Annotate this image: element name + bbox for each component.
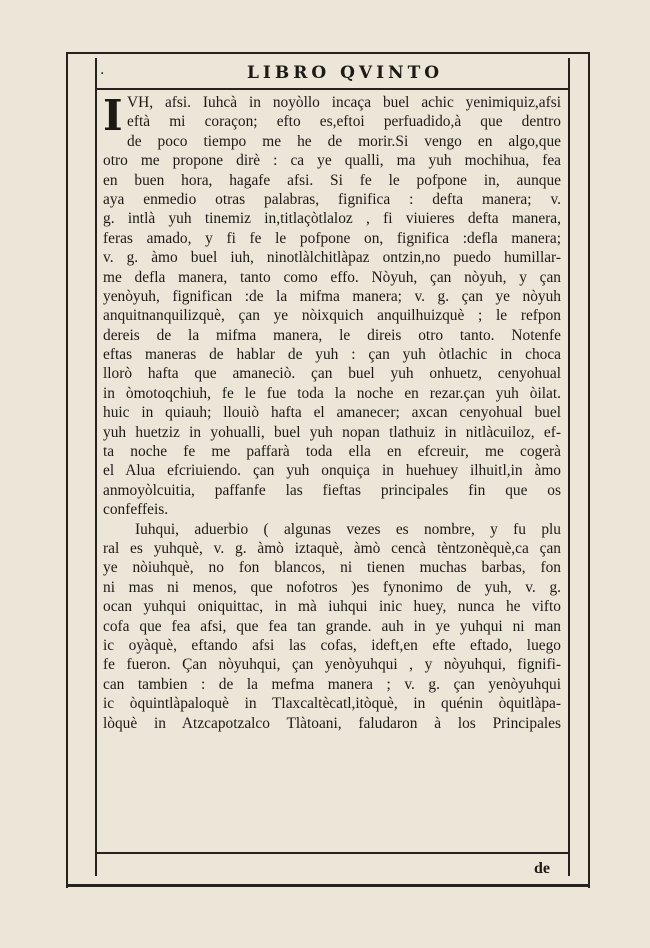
text-line: anquitnanquilizquè, çan ye nòixquich anquilhuizquè ; le refpon <box>103 307 561 325</box>
text-line: me defla manera, tanto como effo. Nòyuh, çan nòyuh, y çan <box>103 268 561 286</box>
text-line: ye nòiuhquè, no fon blancos, ni tienen muchas barbas, fon <box>103 559 561 577</box>
header-mark: · <box>100 66 105 82</box>
text-line: cofa que fea afsi, que fea tan grande. auh in ye yuhqui ni man <box>103 617 561 635</box>
text-line: g. intlà yuh tinemiz in,titlaçòtlaloz , fi viuieres defta manera, <box>103 210 561 228</box>
running-header: LIBRO QVINTO <box>246 63 444 83</box>
text-line: can tambien : de la mefma manera ; v. g. çan yenòyuhqui <box>103 675 561 693</box>
text-line: en buen hora, hagafe afsi. Si fe le pofpone in, aunque <box>103 171 561 189</box>
text-line: in òmotoqchiuh, fe le fue toda la noche en rezar.çan yuh òilat. <box>103 384 561 402</box>
text-line: yenòyuh, fignifican :de la mifma manera; v. g. çan ye nòyuh <box>103 287 561 305</box>
frame-right-inner <box>568 58 570 876</box>
text-line: eftas maneras de hablar de yuh : çan yuh òtlachic in choca <box>103 346 561 364</box>
body-text <box>103 93 561 733</box>
text-line: otro me propone dirè : ca ye qualli, ma yuh mochihua, fea <box>103 152 561 170</box>
text-line: ic oyàquè, eftando afsi las cofas, ideft,en efte eftado, luego <box>103 636 561 654</box>
text-line: confeffeis. <box>103 501 169 519</box>
text-line: huic in quiauh; llouiò hafta el amanecer; axcan cenyohual buel <box>103 404 561 422</box>
frame-left-outer <box>66 52 68 888</box>
frame-right-outer <box>588 52 590 888</box>
text-line: ni mas ni menos, que nofotros )es fynonimo de yuh, v. g. <box>103 578 561 596</box>
text-line: Iuhqui, aduerbio ( algunas vezes es nombre, y fu plu <box>135 520 561 538</box>
text-line: el Alua efcriuiendo. çan yuh onquiça in huehuey ilhuitl,in àmo <box>103 462 561 480</box>
frame-left-inner <box>95 58 97 876</box>
text-line: dereis de la mifma manera, le direis otro tanto. Notenfe <box>103 326 561 344</box>
text-line: ocan yuhqui oniquittac, in mà iuhqui inic huey, nunca he vifto <box>103 598 561 616</box>
text-line: eftà mi coraçon; efto es,eftoi perfuadido,à que dentro <box>127 113 561 131</box>
drop-capital: I <box>103 91 123 140</box>
text-line: VH, afsi. Iuhcà in noyòllo incaça buel achic yenimiquiz,afsi <box>127 94 561 111</box>
header-rule <box>95 88 570 90</box>
text-line: llorò hafta que amaneciò. çan buel yuh onhuetz, cenyohual <box>103 365 561 383</box>
text-line: v. g. àmo buel iuh, ninotlàlchitlàpaz ontzin,no puedo humillar- <box>103 249 561 267</box>
text-line: ic òquintlàpaloquè in Tlaxcaltècatl,itòquè, in quénin òquitlàpa- <box>103 695 561 713</box>
text-line: yuh huetziz in yohualli, buel yuh nopan tlathuiz in nitlàcuiloz, ef- <box>103 423 561 441</box>
text-line: feras amado, y fi fe le pofpone on, fignifica :defla manera; <box>103 229 561 247</box>
catchword: de <box>534 860 550 877</box>
text-line: ta noche fe me paffarà toda ella en efcreuir, me cogerà <box>103 443 561 461</box>
frame-bottom-outer <box>66 884 590 887</box>
text-line: lòquè in Atzcapotzalco Tlàtoani, faludaron à los Principales <box>103 714 561 732</box>
text-line: aya enmedio otras palabras, fignifica : defta manera; v. <box>103 190 561 208</box>
text-line: ral es yuhquè, v. g. àmò iztaquè, àmò cencà tèntzonèquè,ca çan <box>103 539 561 557</box>
frame-bottom-inner <box>95 852 570 854</box>
text-line: anmoyòlcuitia, paffanfe las fieftas principales fin que os <box>103 481 561 499</box>
frame-top <box>66 52 590 54</box>
text-line: de poco tiempo me he de morir.Si vengo en algo,que <box>127 132 561 150</box>
text-line: fe fueron. Çan nòyuhqui, çan yenòyuhqui , y nòyuhqui, fignifi- <box>103 656 561 674</box>
